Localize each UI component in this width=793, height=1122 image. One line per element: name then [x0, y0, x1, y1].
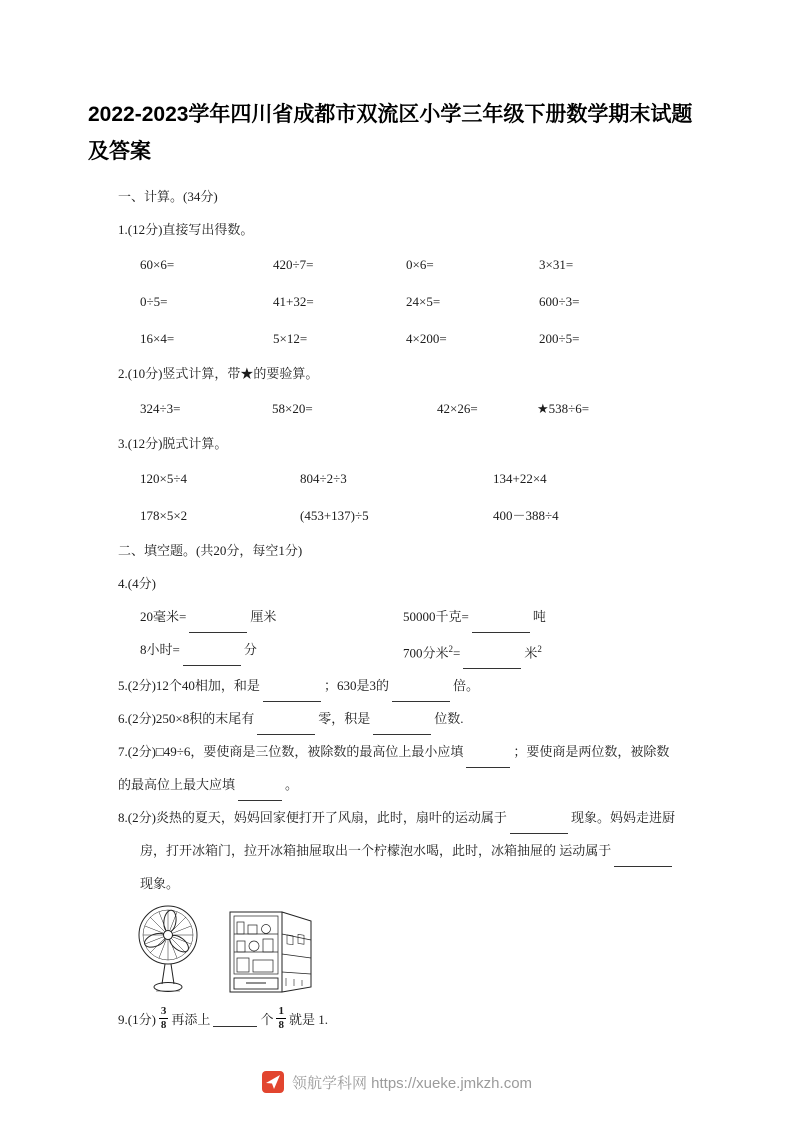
expression: 4×200= — [406, 331, 447, 346]
q2-expressions — [140, 390, 705, 427]
expression: 0×6= — [406, 257, 434, 272]
expression: 324÷3= — [140, 401, 181, 416]
answer-blank — [257, 722, 315, 735]
fill-in-item — [403, 600, 705, 633]
expression: 420÷7= — [273, 257, 314, 272]
fill-in-item — [403, 633, 705, 669]
fill-in-text: 分 — [243, 642, 257, 657]
q7 — [118, 735, 678, 801]
expression: 24×5= — [406, 294, 441, 309]
q4-fill-ins — [140, 600, 705, 669]
page-footer — [0, 1070, 793, 1094]
fill-in-text: 50000千克= — [403, 609, 469, 624]
fill-in-text: 厘米 — [250, 609, 277, 624]
q8-illustrations — [132, 902, 705, 996]
answer-blank — [373, 722, 431, 735]
q1-expressions — [140, 246, 705, 357]
fill-in-text: 吨 — [532, 609, 546, 624]
answer-blank — [472, 620, 530, 633]
section-1-heading: 一、计算。(34分) — [118, 189, 218, 204]
q8-text: 现象。妈妈走进厨房，打开冰箱门，拉开冰箱抽屉取出一个柠檬泡水喝，此时，冰箱抽屉的 运动属于 — [140, 810, 675, 859]
q7-text: □49÷6，要使商是三位数，被除数的最高位上最小应填 — [155, 744, 464, 760]
page-title: 2022-2023学年四川省成都市双流区小学三年级下册数学期末试题及答案 — [88, 103, 693, 163]
fraction-3-8 — [159, 1005, 169, 1031]
fill-in-text: 700分米 — [403, 645, 449, 661]
q7-text: ；要使商是两位数，被除数的最高位上最大应填 — [118, 744, 670, 793]
q3-label: 3.(12分)脱式计算。 — [118, 436, 228, 451]
q1-label: 1.(12分)直接写出得数。 — [118, 222, 254, 237]
fill-in-text: 米 — [524, 645, 538, 661]
fraction-numerator: 1 — [278, 1005, 284, 1018]
answer-blank — [510, 821, 568, 834]
fraction-denominator: 8 — [160, 1018, 167, 1031]
q5-label: 5.(2分) — [118, 678, 156, 694]
fill-in-item — [140, 600, 403, 633]
expression: 178×5×2 — [140, 508, 188, 523]
q5-text: ；630是3的 — [323, 678, 389, 694]
q9-text: 就是 1. — [288, 1012, 328, 1028]
expression: 134+22×4 — [493, 471, 547, 486]
q9-label: 9.(1分) — [118, 1012, 156, 1028]
expression: (453+137)÷5 — [300, 508, 369, 523]
q2-label: 2.(10分)竖式计算，带★的要验算。 — [118, 366, 319, 381]
expression: 42×26= — [437, 401, 478, 416]
q9 — [118, 1000, 705, 1040]
q6-label: 6.(2分) — [118, 711, 156, 727]
expression: 200÷5= — [539, 331, 580, 346]
section-2-heading: 二、填空题。(共20分，每空1分) — [118, 543, 303, 558]
q6 — [118, 702, 678, 735]
fraction-denominator: 8 — [278, 1018, 284, 1031]
q6-text: 250×8积的末尾有 — [155, 711, 255, 727]
answer-blank — [466, 755, 510, 768]
q8-text: 现象。 — [140, 876, 180, 892]
refrigerator-illustration — [224, 908, 316, 996]
expression: 41+32= — [273, 294, 314, 309]
expression: 600÷3= — [539, 294, 580, 309]
site-logo-icon — [261, 1070, 285, 1094]
answer-blank — [238, 788, 282, 801]
q7-text: 。 — [285, 777, 299, 793]
q9-text: 个 — [260, 1012, 274, 1028]
q5-text: 倍。 — [452, 678, 479, 694]
answer-blank — [614, 854, 672, 867]
expression: 60×6= — [140, 257, 175, 272]
expression: 3×31= — [539, 257, 574, 272]
q7-label: 7.(2分) — [118, 744, 156, 760]
expression: 0÷5= — [140, 294, 168, 309]
answer-blank — [463, 656, 521, 669]
q8-text: 炎热的夏天，妈妈回家便打开了风扇，此时，扇叶的运动属于 — [155, 810, 507, 826]
fill-in-text: = — [453, 645, 461, 661]
answer-blank — [263, 689, 321, 702]
expression: 120×5÷4 — [140, 471, 187, 486]
expression: 16×4= — [140, 331, 175, 346]
expression: ★538÷6= — [537, 401, 590, 416]
expression: 400－388÷4 — [493, 508, 559, 523]
fill-in-text: 8小时= — [140, 642, 180, 657]
fan-illustration — [132, 902, 204, 996]
superscript: 2 — [537, 644, 542, 654]
expression: 5×12= — [273, 331, 308, 346]
answer-blank — [189, 620, 247, 633]
q5-text: 12个40相加，和是 — [155, 678, 260, 694]
fill-in-text: 20毫米= — [140, 609, 187, 624]
fraction-numerator: 3 — [160, 1005, 167, 1018]
expression: 804÷2÷3 — [300, 471, 347, 486]
footer-site-text: 领航学科网 https://xueke.jmkzh.com — [291, 1074, 533, 1092]
q8-label: 8.(2分) — [118, 810, 156, 826]
expression: 58×20= — [272, 401, 313, 416]
superscript: 2 — [448, 644, 454, 654]
q3-expressions — [140, 460, 705, 534]
fill-in-item — [140, 633, 403, 669]
fraction-1-8 — [276, 1005, 286, 1031]
exam-body — [118, 180, 705, 1040]
q5 — [118, 669, 678, 702]
answer-blank — [213, 1014, 257, 1027]
q6-text: 位数. — [434, 711, 464, 727]
answer-blank — [392, 689, 450, 702]
q6-text: 零，积是 — [318, 711, 371, 727]
q8 — [118, 801, 678, 900]
q4-label: 4.(4分) — [118, 576, 156, 591]
answer-blank — [183, 653, 241, 666]
q9-text: 再添上 — [171, 1012, 211, 1028]
